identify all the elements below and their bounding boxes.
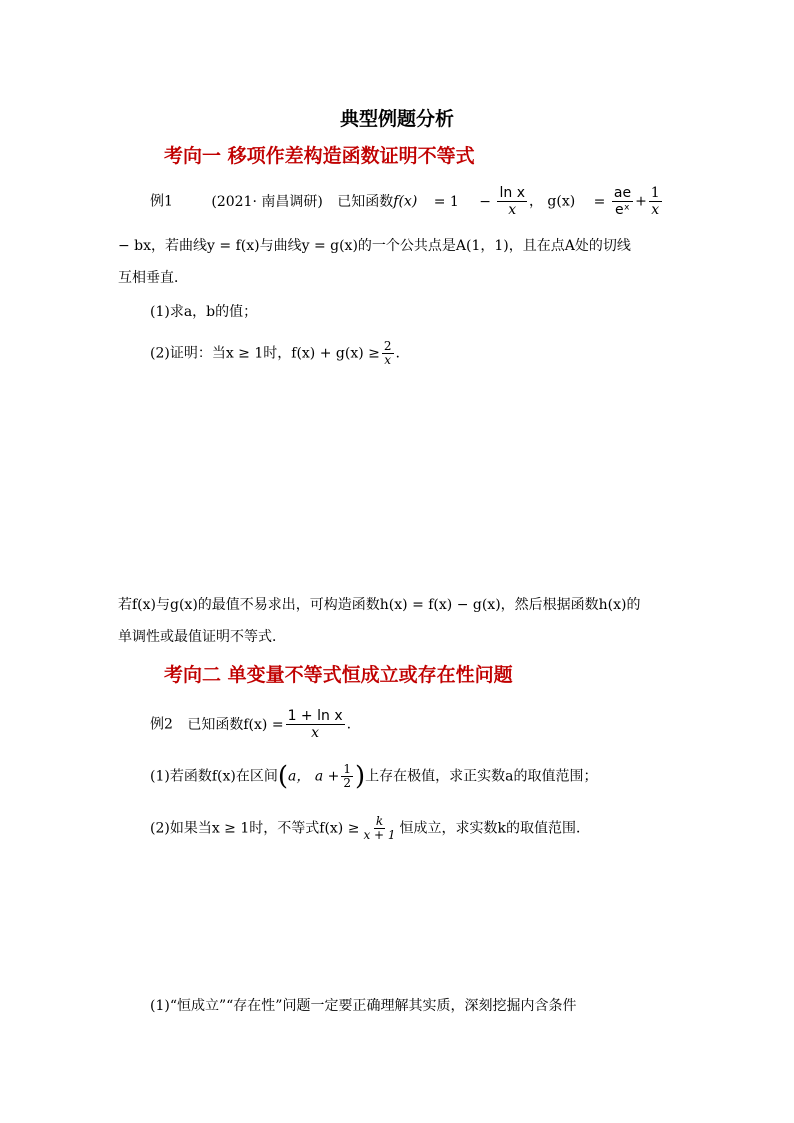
example1-q2-post: .	[395, 345, 400, 362]
example1-comma-g: ， g(x)	[528, 193, 576, 210]
example1-ln-fraction	[497, 185, 527, 218]
page-title: 典型例题分析	[339, 108, 454, 130]
example1-q2-fraction	[382, 340, 394, 367]
example2-fraction	[286, 708, 345, 741]
example1-line3: 互相垂直．	[118, 270, 188, 286]
example1-question2	[150, 340, 400, 367]
example2-q2-fraction	[361, 815, 397, 842]
example1-line2: − bx，若曲线y = f(x)与曲线y = g(x)的一个公共点是A(1，1)，且在点A处的切线	[118, 238, 631, 254]
example2-post: .	[346, 716, 352, 733]
example1-ae-num: ae	[613, 185, 632, 201]
example2-half-num: 1	[343, 762, 351, 776]
example2-q1-pre: (1)若函数f(x)在区间	[150, 768, 278, 785]
example2-q1-post: 上存在极值，求正实数a的取值范围；	[365, 768, 598, 785]
example1-one-den: x	[651, 202, 660, 218]
example1-plus: +	[635, 193, 647, 210]
example2-q1-a: a，	[288, 768, 311, 785]
example1-intro: 已知函数	[337, 193, 394, 210]
example2-question2	[150, 815, 590, 842]
example1-question1: (1)求a，b的值；	[150, 304, 258, 320]
note2-line1: (1)“恒成立”“存在性”问题一定要正确理解其实质，深刻挖掘内含条件	[150, 998, 577, 1014]
example1-fx: f(x)	[393, 193, 418, 210]
example1-ln-num: ln x	[499, 185, 525, 201]
example1-eq: = 1	[433, 193, 459, 210]
example1-q2-num: 2	[383, 339, 392, 353]
example2-num: 1 + ln x	[287, 708, 343, 724]
example1-ln-den: x	[508, 202, 517, 218]
example2-q2-den: x + 1	[363, 828, 396, 842]
example2-intro: 已知函数f(x) =	[187, 716, 284, 733]
example2-q2-post: 恒成立，求实数k的取值范围．	[399, 820, 591, 837]
example2-q1-a2: a +	[314, 768, 340, 785]
example2-line1	[150, 708, 351, 741]
example1-eq2: =	[593, 193, 606, 210]
example2-q2-num: k	[375, 814, 384, 828]
example1-one-num: 1	[650, 185, 660, 201]
note1-line2: 单调性或最值证明不等式．	[118, 629, 286, 645]
example2-label: 例2	[150, 716, 173, 733]
note1-line1: 若f(x)与g(x)的最值不易求出，可构造函数h(x) = f(x) − g(x)，然后根据函数h(x)的	[118, 597, 641, 613]
section-heading-2: 考向二 单变量不等式恒成立或存在性问题	[164, 664, 513, 686]
example1-minus: −	[479, 193, 492, 210]
example1-q2-pre: (2)证明：当x ≥ 1时，f(x) + g(x) ≥	[150, 345, 380, 362]
example1-q2-den: x	[384, 353, 392, 367]
example1-one-fraction	[649, 185, 662, 218]
example1-ae-den: eˣ	[615, 202, 630, 218]
example1-ae-fraction	[612, 185, 633, 218]
section-heading-1: 考向一 移项作差构造函数证明不等式	[164, 145, 475, 167]
example2-question1	[150, 763, 598, 790]
example1-line1	[150, 185, 664, 218]
example2-den: x	[311, 725, 320, 741]
example2-q2-pre: (2)如果当x ≥ 1时，不等式f(x) ≥	[150, 820, 360, 837]
example2-half-fraction	[341, 763, 353, 790]
example1-source: (2021· 南昌调研)	[211, 193, 323, 210]
right-paren-icon: )	[354, 761, 366, 792]
left-paren-icon: (	[277, 761, 288, 792]
example1-label: 例1	[150, 193, 173, 210]
example2-half-den: 2	[343, 776, 351, 790]
